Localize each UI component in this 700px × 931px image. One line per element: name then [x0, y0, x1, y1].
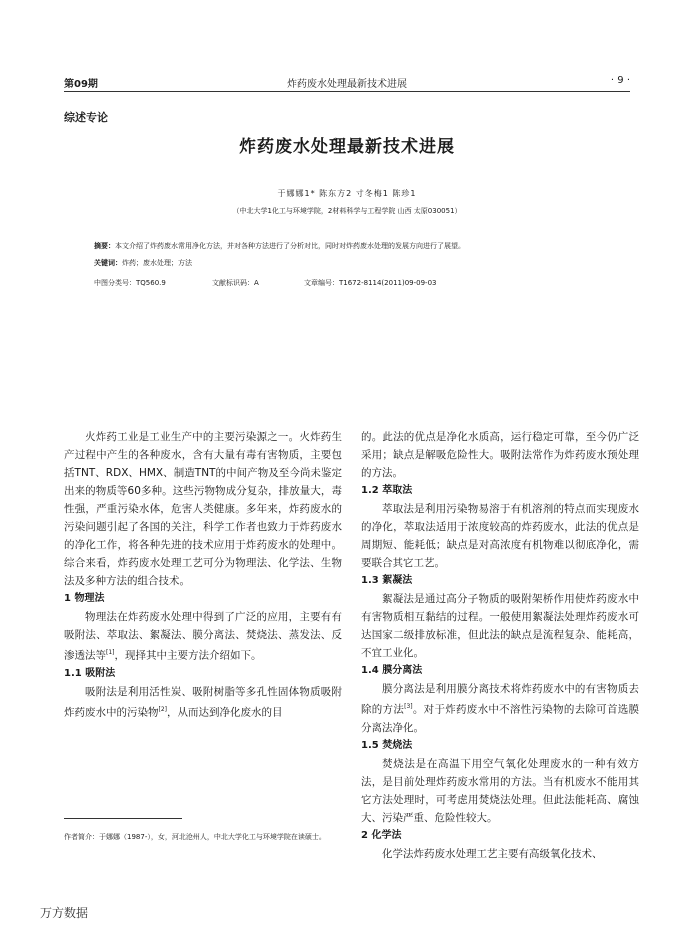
- affiliation: （中北大学1化工与环境学院，2材料科学与工程学院 山西 太原030051）: [232, 207, 462, 215]
- right-column: [361, 428, 639, 863]
- running-title: 炸药废水处理最新技术进展: [287, 79, 407, 90]
- keywords-label: 关键词：: [94, 259, 122, 267]
- heading-chemical-method: 2 化学法: [361, 829, 402, 841]
- intro-paragraph: 火炸药工业是工业生产中的主要污染源之一。火炸药生产过程中产生的各种废水，含有大量有毒有害物质，主要包括TNT、RDX、HMX、制造TNT的中间产物及至今尚未鉴定出来的物质等60多种。这些污物物成分复杂，排放量大，毒性强，严重污染水体，危害人类健康。多年来，炸药废水的污染问题引起了各国的关注，科学工作者也致力于炸药废水的净化工作，将各种先进的技术应用于炸药废水的处理中。综合来看，炸药废水处理工艺可分为物理法、化学法、生物法及多种方法的组合技术。: [64, 431, 342, 587]
- abstract: [94, 241, 614, 251]
- heading-membrane: 1.4 膜分离法: [361, 665, 423, 676]
- chemical-method-paragraph: 化学法炸药废水处理工艺主要有高级氧化技术、: [382, 847, 603, 860]
- paragraph-text: 吸附法是利用活性炭、吸附树脂等多孔性固体物质吸附炸药废水中的污染物: [64, 685, 342, 718]
- physical-method-paragraph: [64, 608, 342, 665]
- citation: [3]: [404, 703, 413, 710]
- abstract-text: 本文介绍了炸药废水常用净化方法，并对各种方法进行了分析对比，同时对炸药废水处理的发展方向进行了展望。: [115, 242, 465, 250]
- flocculation-paragraph: 絮凝法是通过高分子物质的吸附架桥作用使炸药废水中有害物质相互黏结的过程。一般使用絮凝法处理炸药废水可达国家二级排放标准，但此法的缺点是流程复杂、能耗高，不宜工业化。: [361, 593, 639, 659]
- article-title: 炸药废水处理最新技术进展: [239, 137, 455, 157]
- heading-extraction: 1.2 萃取法: [361, 485, 413, 496]
- left-column: [64, 428, 342, 721]
- adsorption-paragraph: [64, 683, 342, 722]
- citation: [2]: [158, 705, 167, 713]
- watermark: 万方数据: [40, 906, 89, 920]
- keywords-text: 炸药；废水处理；方法: [122, 259, 192, 267]
- heading-physical-method: 1 物理法: [64, 593, 105, 604]
- extraction-paragraph: 萃取法是利用污染物易溶于有机溶剂的特点而实现废水的净化，萃取法适用于浓度较高的炸药废水，此法的优点是周期短、能耗低；缺点是对高浓度有机物难以彻底净化，需要联合其它工艺。: [361, 503, 639, 569]
- authors: 于娜娜1* 陈东方2 寸冬梅1 陈珍1: [277, 189, 417, 198]
- keywords: [94, 258, 192, 268]
- header-rule: [64, 91, 630, 92]
- paragraph-text: ，现择其中主要方法介绍如下。: [114, 649, 262, 662]
- heading-adsorption: 1.1 吸附法: [64, 667, 116, 679]
- page-number: · 9 ·: [610, 75, 630, 86]
- adsorption-continued: 的。此法的优点是净化水质高，运行稳定可靠，至今仍广泛采用；缺点是解吸危险性大。吸附法常作为炸药废水预处理的方法。: [361, 431, 639, 479]
- author-footnote: 作者简介：于娜娜（1987-），女，河北沧州人，中北大学化工与环境学院在读硕士。: [64, 833, 326, 841]
- article-number: 文章编号：T1672-8114(2011)09-09-03: [304, 279, 437, 287]
- doc-code: 文献标识码：A: [212, 279, 259, 287]
- paragraph-text: 物理法在炸药废水处理中得到了广泛的应用，主要有有吸附法、萃取法、絮凝法、膜分离法、焚烧法、蒸发法、反渗透法等: [64, 611, 342, 662]
- citation: [1]: [106, 649, 115, 656]
- heading-incineration: 1.5 焚烧法: [361, 739, 413, 751]
- running-header: [64, 75, 630, 91]
- incineration-paragraph: 焚烧法是在高温下用空气氧化处理废水的一种有效方法，是目前处理炸药废水常用的方法。当有机废水不能用其它方法处理时，可考虑用焚烧法处理。但此法能耗高、腐蚀大、污染严重、危险性较大。: [361, 757, 639, 824]
- section-tag: 综述专论: [64, 111, 108, 124]
- issue-number: 第09期: [64, 79, 98, 90]
- abstract-label: 摘要：: [94, 242, 115, 250]
- footnote-rule: [64, 818, 182, 819]
- paragraph-text: ，从而达到净化废水的目: [167, 706, 283, 718]
- heading-flocculation: 1.3 絮凝法: [361, 575, 413, 586]
- membrane-paragraph: [361, 680, 639, 737]
- paragraph-text: 。对于炸药废水中不溶性污染物的去除可首选膜分离法净化。: [361, 703, 640, 734]
- cls-number: 中图分类号：TQ560.9: [94, 279, 166, 287]
- paragraph-text: 膜分离法是利用膜分离技术将炸药废水中的有害物质去除的方法: [361, 683, 639, 716]
